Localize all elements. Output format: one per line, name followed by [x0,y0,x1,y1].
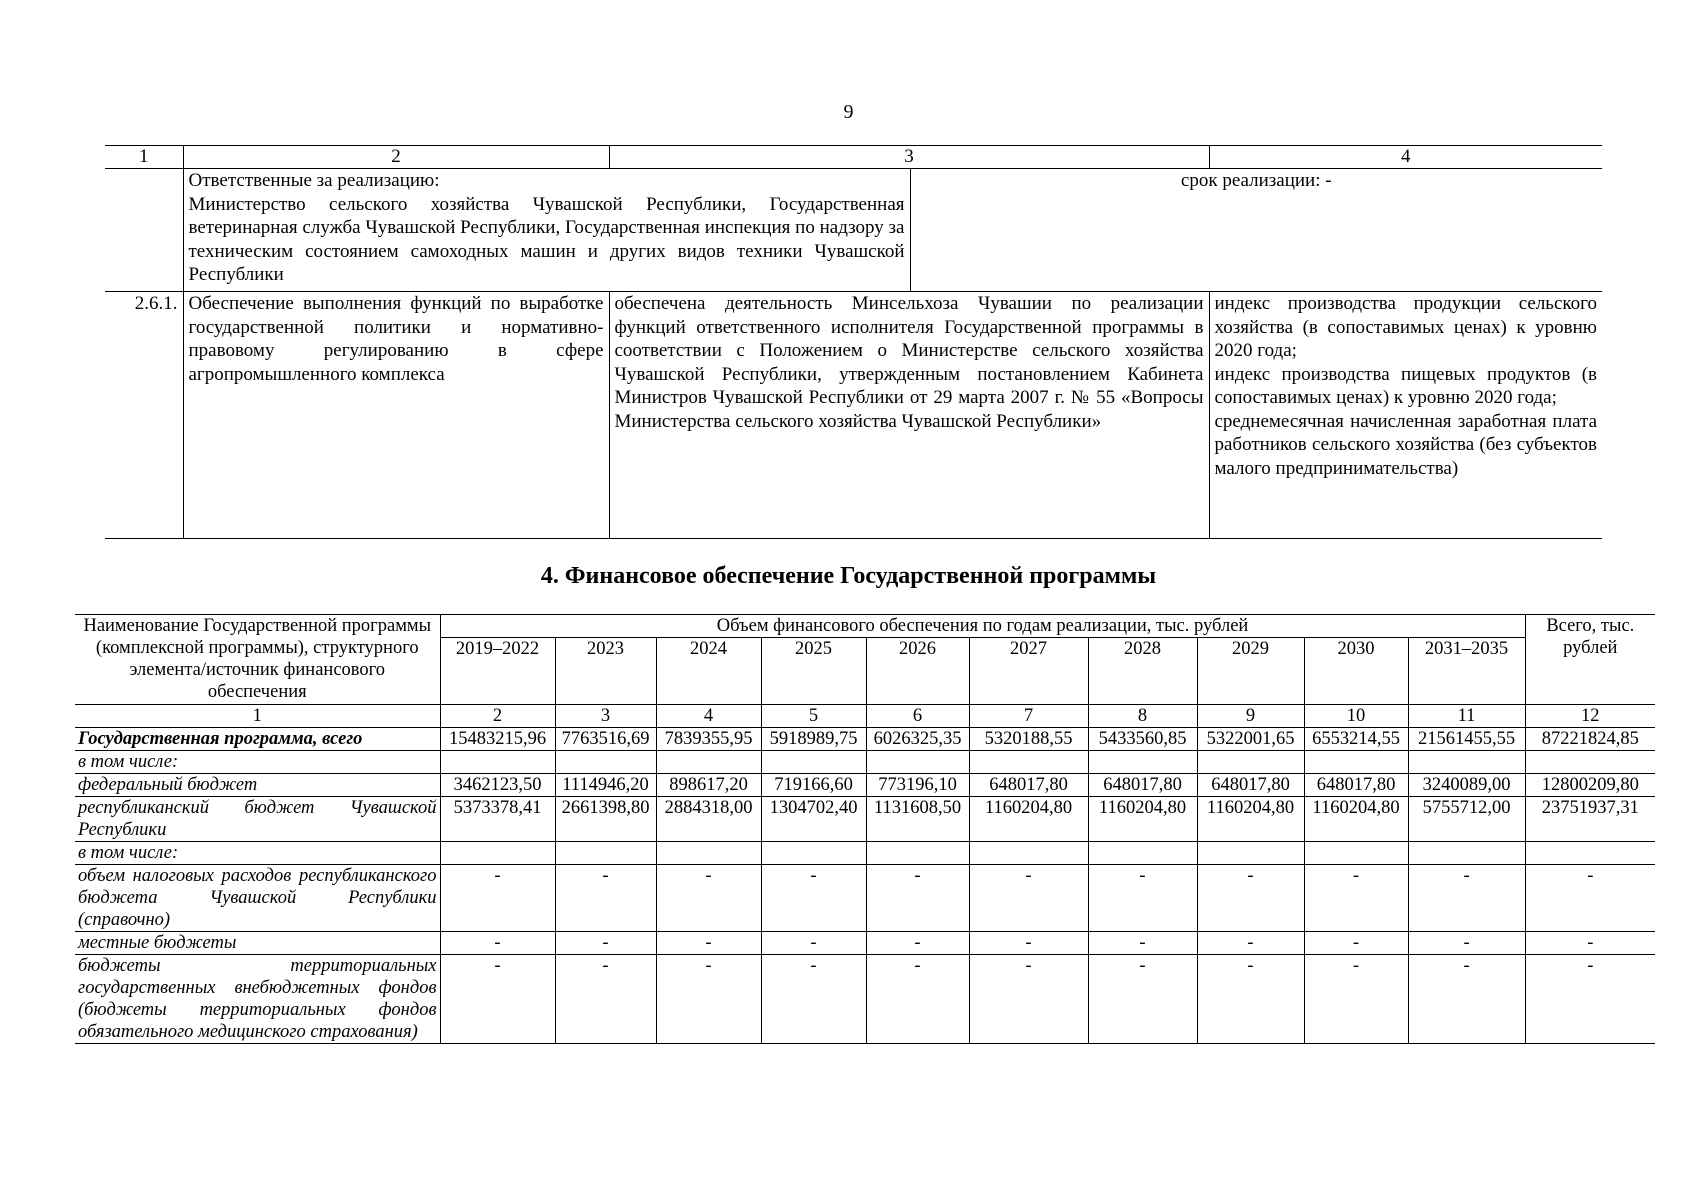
value-cell [866,842,969,865]
value-cell: 7763516,69 [555,728,656,751]
value-cell: 5755712,00 [1408,797,1525,842]
row-label: местные бюджеты [75,932,440,955]
value-cell: - [761,865,866,932]
value-cell: - [1088,865,1197,932]
value-cell: 1160204,80 [1304,797,1408,842]
value-cell: 5320188,55 [969,728,1088,751]
header-col-3: 3 [609,146,1209,169]
indicator-item: среднемесячная начисленная заработная плата работников сельского хозяйства (без субъектов малого предпринимательства) [1214,410,1597,479]
value-cell: - [1525,932,1655,955]
column-number: 7 [969,705,1088,728]
header-col-1: 1 [105,146,183,169]
value-cell: 5433560,85 [1088,728,1197,751]
responsible-empty-cell [105,169,183,292]
value-cell [866,751,969,774]
value-cell: - [761,955,866,1044]
value-cell [969,751,1088,774]
value-cell [555,842,656,865]
value-cell: - [1088,932,1197,955]
row-label: объем налоговых расходов республиканского бюджета Чувашской Республики (справочно) [75,865,440,932]
value-cell: - [761,932,866,955]
value-cell: 1160204,80 [969,797,1088,842]
name-header: Наименование Государственной программы (комплексной программы), структурного элемента/источник финансового обеспечения [75,615,440,705]
value-cell: 1304702,40 [761,797,866,842]
value-cell: 1114946,20 [555,774,656,797]
value-cell: 3240089,00 [1408,774,1525,797]
value-cell: - [440,932,555,955]
value-cell: - [969,955,1088,1044]
value-cell: - [440,865,555,932]
column-number: 11 [1408,705,1525,728]
table-row [75,955,1655,1044]
value-cell [1197,751,1304,774]
value-cell: - [555,932,656,955]
header-col-4: 4 [1209,146,1602,169]
table-row [75,751,1655,774]
column-number: 2 [440,705,555,728]
value-cell: - [866,865,969,932]
value-cell: - [555,955,656,1044]
value-cell: 3462123,50 [440,774,555,797]
value-cell: - [1304,865,1408,932]
value-cell: 12800209,80 [1525,774,1655,797]
year-header: 2028 [1088,638,1197,705]
value-cell: 2661398,80 [555,797,656,842]
value-cell [1408,842,1525,865]
column-number: 10 [1304,705,1408,728]
value-cell: 648017,80 [1304,774,1408,797]
value-cell [656,842,761,865]
column-number: 8 [1088,705,1197,728]
column-number: 9 [1197,705,1304,728]
measure-indicators [1209,292,1602,539]
value-cell [1525,751,1655,774]
value-cell [1197,842,1304,865]
measure-row [105,292,1602,539]
value-cell: 648017,80 [1088,774,1197,797]
row-label: республиканский бюджет Чувашской Республики [75,797,440,842]
value-cell: 1160204,80 [1197,797,1304,842]
value-cell: - [1525,865,1655,932]
value-cell [555,751,656,774]
year-header: 2031–2035 [1408,638,1525,705]
table-row [75,932,1655,955]
column-number: 4 [656,705,761,728]
indicator-item: индекс производства пищевых продуктов (в сопоставимых ценах) к уровню 2020 года; [1214,363,1597,408]
value-cell: - [1197,932,1304,955]
value-cell: 5373378,41 [440,797,555,842]
value-cell [1408,751,1525,774]
value-cell [1304,842,1408,865]
value-cell [440,842,555,865]
value-cell [761,842,866,865]
measures-header-row [105,146,1602,169]
value-cell: - [1525,955,1655,1044]
value-cell: 5918989,75 [761,728,866,751]
value-cell: 1160204,80 [1088,797,1197,842]
value-cell [969,842,1088,865]
responsible-row [105,169,1602,292]
table-row [75,774,1655,797]
year-header: 2029 [1197,638,1304,705]
value-cell: 898617,20 [656,774,761,797]
table-row [75,728,1655,751]
value-cell: - [969,865,1088,932]
value-cell: - [1408,932,1525,955]
total-header: Всего, тыс. рублей [1525,615,1655,705]
year-header: 2019–2022 [440,638,555,705]
measure-result: обеспечена деятельность Минсельхоза Чувашии по реализации функций ответственного исполнителя Государственной программы в соответствии с Положением о Министерстве сельского хозяйства Чувашской Республики, утвержденным постановлением Кабинета Министров Чувашской Республики от 29 марта 2007 г. № 55 «Вопросы Министерства сельского хозяйства Чувашской Республики» [609,292,1209,539]
page-number: 9 [843,101,854,123]
value-cell: - [1088,955,1197,1044]
value-cell: 21561455,55 [1408,728,1525,751]
value-cell: - [1197,955,1304,1044]
row-label: Государственная программа, всего [75,728,440,751]
value-cell: 719166,60 [761,774,866,797]
year-header: 2027 [969,638,1088,705]
implementation-term: срок реализации: - [910,169,1602,292]
value-cell: - [656,865,761,932]
value-cell: - [656,932,761,955]
volume-header: Объем финансового обеспечения по годам реализации, тыс. рублей [440,615,1525,638]
value-cell [1088,751,1197,774]
value-cell: - [866,955,969,1044]
column-number: 5 [761,705,866,728]
value-cell [440,751,555,774]
header-col-2: 2 [183,146,609,169]
value-cell: 7839355,95 [656,728,761,751]
year-header: 2025 [761,638,866,705]
value-cell: 87221824,85 [1525,728,1655,751]
value-cell: - [1408,955,1525,1044]
value-cell [656,751,761,774]
table-row [75,865,1655,932]
responsible-text: Ответственные за реализацию: Министерство сельского хозяйства Чувашской Республики, Государственная ветеринарная служба Чувашской Республики, Государственная инспекция по надзору за техническим состоянием самоходных машин и других видов техники Чувашской Республики [183,169,910,292]
value-cell: 648017,80 [1197,774,1304,797]
year-header: 2030 [1304,638,1408,705]
column-number: 1 [75,705,440,728]
finance-header-row [75,615,1655,638]
column-numbers-row [75,705,1655,728]
value-cell: 6553214,55 [1304,728,1408,751]
row-label: в том числе: [75,842,440,865]
value-cell [1525,842,1655,865]
table-row [75,797,1655,842]
column-number: 3 [555,705,656,728]
measure-number: 2.6.1. [105,292,183,539]
value-cell [761,751,866,774]
row-label: бюджеты территориальных государственных внебюджетных фондов (бюджеты территориальных фондов обязательного медицинского страхования) [75,955,440,1044]
value-cell: 5322001,65 [1197,728,1304,751]
value-cell: - [555,865,656,932]
value-cell: 648017,80 [969,774,1088,797]
value-cell: - [866,932,969,955]
value-cell: - [1408,865,1525,932]
value-cell [1088,842,1197,865]
value-cell: - [1197,865,1304,932]
indicator-item: индекс производства продукции сельского хозяйства (в сопоставимых ценах) к уровню 2020 года; [1214,293,1597,361]
table-row [75,842,1655,865]
value-cell: 2884318,00 [656,797,761,842]
year-header: 2026 [866,638,969,705]
value-cell: - [1304,955,1408,1044]
value-cell: 773196,10 [866,774,969,797]
column-number: 12 [1525,705,1655,728]
measure-name: Обеспечение выполнения функций по выработке государственной политики и нормативно-правовому регулированию в сфере агропромышленного комплекса [183,292,609,539]
column-number: 6 [866,705,969,728]
row-label: в том числе: [75,751,440,774]
value-cell: - [1304,932,1408,955]
row-label: федеральный бюджет [75,774,440,797]
year-header: 2024 [656,638,761,705]
section-title: 4. Финансовое обеспечение Государственной программы [540,563,1157,589]
value-cell: 15483215,96 [440,728,555,751]
value-cell: 23751937,31 [1525,797,1655,842]
finance-body [75,728,1655,1044]
value-cell: - [656,955,761,1044]
value-cell: - [440,955,555,1044]
measures-table [105,145,1602,539]
value-cell: - [969,932,1088,955]
year-header: 2023 [555,638,656,705]
value-cell: 6026325,35 [866,728,969,751]
value-cell [1304,751,1408,774]
value-cell: 1131608,50 [866,797,969,842]
finance-table [75,614,1655,1044]
